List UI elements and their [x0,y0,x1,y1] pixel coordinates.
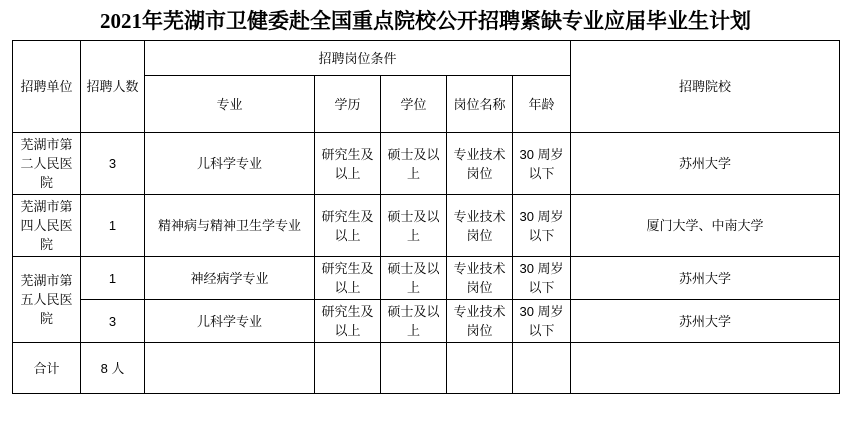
cell-education: 研究生及以上 [315,133,381,195]
table-row [13,300,840,343]
header-major: 专业 [145,76,315,133]
header-school: 招聘院校 [571,41,840,133]
cell-age: 30 周岁以下 [513,195,571,257]
cell-major: 儿科学专业 [145,300,315,343]
cell-total-school [571,343,840,394]
table-header-row-1 [13,41,840,76]
cell-education: 研究生及以上 [315,257,381,300]
header-count: 招聘人数 [81,41,145,133]
cell-unit: 芜湖市第二人民医院 [13,133,81,195]
cell-age: 30 周岁以下 [513,133,571,195]
cell-post-name: 专业技术岗位 [447,257,513,300]
cell-major: 精神病与精神卫生学专业 [145,195,315,257]
cell-major: 神经病学专业 [145,257,315,300]
cell-degree: 硕士及以上 [381,195,447,257]
cell-total-count: 8 人 [81,343,145,394]
cell-post-name: 专业技术岗位 [447,300,513,343]
cell-school: 厦门大学、中南大学 [571,195,840,257]
cell-count: 1 [81,195,145,257]
table-row [13,195,840,257]
cell-age: 30 周岁以下 [513,300,571,343]
cell-age: 30 周岁以下 [513,257,571,300]
cell-school: 苏州大学 [571,300,840,343]
cell-total-label: 合计 [13,343,81,394]
cell-count: 3 [81,300,145,343]
cell-post-name: 专业技术岗位 [447,133,513,195]
header-degree: 学位 [381,76,447,133]
header-age: 年龄 [513,76,571,133]
recruitment-plan-table [12,40,840,394]
cell-school: 苏州大学 [571,257,840,300]
cell-unit: 芜湖市第五人民医院 [13,257,81,343]
table-row [13,133,840,195]
cell-total-age [513,343,571,394]
page-title: 2021年芜湖市卫健委赴全国重点院校公开招聘紧缺专业应届毕业生计划 [100,9,751,33]
header-unit: 招聘单位 [13,41,81,133]
cell-total-degree [381,343,447,394]
cell-school: 苏州大学 [571,133,840,195]
cell-education: 研究生及以上 [315,300,381,343]
cell-degree: 硕士及以上 [381,133,447,195]
cell-total-education [315,343,381,394]
table-total-row [13,343,840,394]
cell-count: 1 [81,257,145,300]
cell-post-name: 专业技术岗位 [447,195,513,257]
cell-total-major [145,343,315,394]
header-education: 学历 [315,76,381,133]
cell-degree: 硕士及以上 [381,257,447,300]
header-conditions: 招聘岗位条件 [145,41,571,76]
cell-education: 研究生及以上 [315,195,381,257]
cell-degree: 硕士及以上 [381,300,447,343]
cell-unit: 芜湖市第四人民医院 [13,195,81,257]
cell-total-post-name [447,343,513,394]
cell-count: 3 [81,133,145,195]
table-row [13,257,840,300]
header-post-name: 岗位名称 [447,76,513,133]
cell-major: 儿科学专业 [145,133,315,195]
